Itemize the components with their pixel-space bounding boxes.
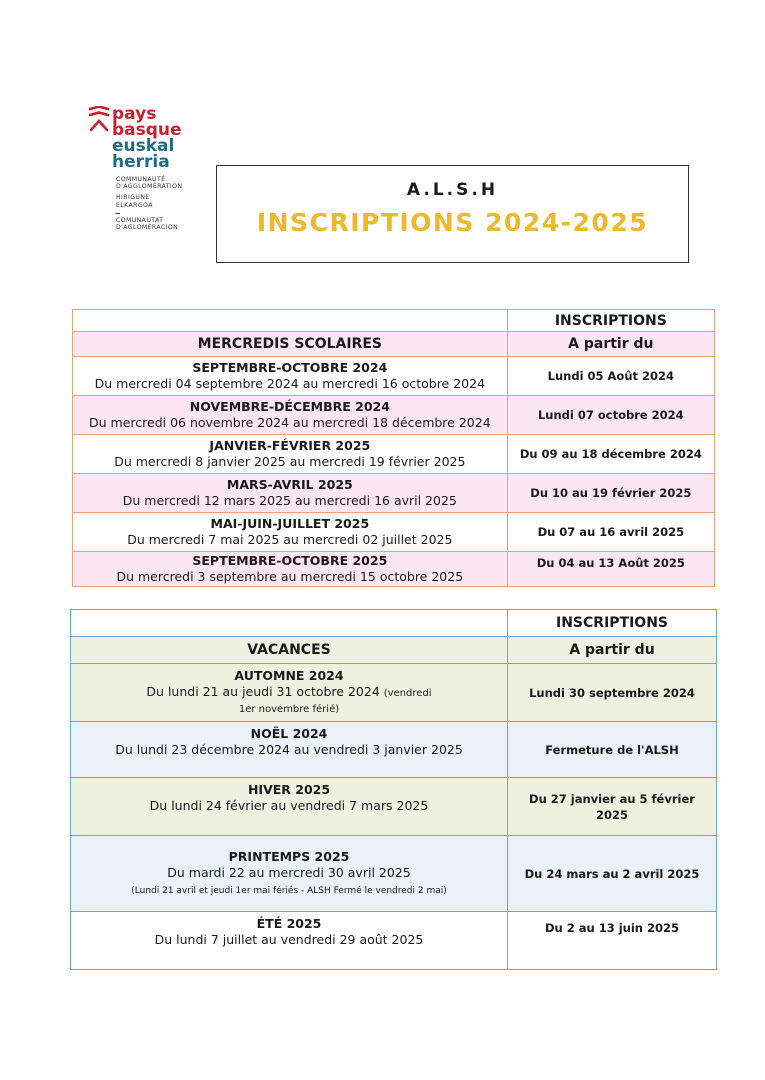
inscription-date: Lundi 07 octobre 2024 — [507, 396, 714, 435]
period-label: HIVER 2025 — [247, 782, 331, 797]
table-row — [73, 396, 715, 435]
logo-sub-2a: HIRIGUNE — [116, 194, 150, 202]
a-partir-du-header: A partir du — [508, 637, 717, 664]
table-header-row — [71, 610, 717, 637]
header-empty-cell — [73, 310, 508, 332]
inscriptions-header: INSCRIPTIONS — [507, 310, 714, 332]
period-dates: Du mercredi 12 mars 2025 au mercredi 16 avril 2025 — [122, 493, 457, 508]
inscription-date-year: 2025 — [595, 807, 628, 822]
period-label: ÉTÉ 2025 — [256, 916, 322, 931]
table-header-row — [73, 310, 715, 332]
period-label: NOËL 2024 — [250, 726, 328, 741]
logo-sub-3b: D'AGLOMERACION — [116, 224, 179, 232]
mercredis-header: MERCREDIS SCOLAIRES — [73, 332, 508, 357]
header-box — [216, 165, 689, 263]
table-subheader-row — [71, 637, 717, 664]
period-label: AUTOMNE 2024 — [234, 667, 344, 683]
table-row — [71, 912, 717, 970]
page-title: INSCRIPTIONS 2024-2025 — [256, 208, 649, 237]
period-note: (Lundi 21 avril et jeudi 1er mai fériés - ALSH Fermé le vendredi 2 mai) — [131, 885, 447, 896]
period-label: SEPTEMBRE-OCTOBRE 2025 — [192, 553, 388, 568]
inscription-date: Lundi 30 septembre 2024 — [508, 664, 717, 722]
inscription-date: Du 10 au 19 février 2025 — [507, 474, 714, 513]
inscription-date: Fermeture de l'ALSH — [508, 722, 717, 778]
period-dates: Du mercredi 04 septembre 2024 au mercredi 16 octobre 2024 — [94, 376, 486, 391]
inscription-date: Du 07 au 16 avril 2025 — [507, 513, 714, 552]
period-dates: Du lundi 24 février au vendredi 7 mars 2025 — [149, 798, 429, 813]
table-row — [71, 722, 717, 778]
period-label: MAI-JUIN-JUILLET 2025 — [210, 516, 370, 531]
inscription-date: Du 09 au 18 décembre 2024 — [507, 435, 714, 474]
period-dates: Du mercredi 06 novembre 2024 au mercredi 18 décembre 2024 — [89, 415, 491, 430]
inscription-date: Lundi 05 Août 2024 — [507, 357, 714, 396]
logo-word-basque: basque — [112, 120, 182, 140]
table-row — [73, 435, 715, 474]
inscription-date: Du 27 janvier au 5 février — [529, 791, 695, 806]
table-row — [73, 357, 715, 396]
table-row — [73, 552, 715, 587]
table-subheader-row — [73, 332, 715, 357]
period-label: PRINTEMPS 2025 — [228, 848, 350, 864]
logo — [88, 106, 208, 231]
logo-subtitle — [116, 176, 208, 231]
period-label: MARS-AVRIL 2025 — [226, 477, 353, 492]
inscription-date: Du 24 mars au 2 avril 2025 — [508, 836, 717, 912]
table-row — [71, 778, 717, 836]
period-note: (vendredi — [383, 687, 432, 699]
header-empty-cell — [71, 610, 508, 637]
logo-sub-1a: COMMUNAUTÉ — [116, 176, 166, 183]
table-row — [71, 664, 717, 722]
period-dates: Du lundi 21 au jeudi 31 octobre 2024 — [146, 683, 380, 699]
table-row — [73, 513, 715, 552]
period-dates: Du mercredi 8 janvier 2025 au mercredi 19 février 2025 — [114, 454, 466, 469]
logo-sub-2b: ELKARGOA — [116, 201, 153, 209]
vacances-header: VACANCES — [71, 637, 508, 664]
period-label: SEPTEMBRE-OCTOBRE 2024 — [192, 360, 388, 375]
period-dates: Du mercredi 3 septembre au mercredi 15 octobre 2025 — [116, 569, 464, 584]
logo-divider — [116, 213, 120, 214]
logo-sub-1b: D'AGGLOMÉRATION — [116, 183, 183, 191]
mercredis-table — [72, 309, 715, 587]
inscription-date: Du 2 au 13 juin 2025 — [508, 912, 717, 970]
inscriptions-header: INSCRIPTIONS — [508, 610, 717, 637]
period-dates: Du lundi 23 décembre 2024 au vendredi 3 janvier 2025 — [115, 742, 463, 757]
period-note: 1er novembre férié) — [238, 703, 340, 715]
logo-sub-3a: COMUNAUTAT — [116, 216, 164, 224]
a-partir-du-header: A partir du — [507, 332, 714, 357]
period-label: JANVIER-FÉVRIER 2025 — [209, 438, 371, 453]
logo-word-euskal: euskal — [112, 136, 175, 156]
period-dates: Du mercredi 7 mai 2025 au mercredi 02 juillet 2025 — [127, 532, 453, 547]
logo-word-herria: herria — [112, 152, 170, 172]
period-label: NOVEMBRE-DÉCEMBRE 2024 — [189, 399, 390, 414]
period-dates: Du lundi 7 juillet au vendredi 29 août 2025 — [154, 932, 424, 947]
table-row — [71, 836, 717, 912]
inscription-date: Du 04 au 13 Août 2025 — [507, 552, 714, 587]
period-dates: Du mardi 22 au mercredi 30 avril 2025 — [167, 864, 411, 880]
vacances-table — [70, 609, 717, 970]
header-subtitle: A.L.S.H — [406, 180, 499, 200]
table-row — [73, 474, 715, 513]
logo-word-pays: pays — [112, 104, 157, 124]
